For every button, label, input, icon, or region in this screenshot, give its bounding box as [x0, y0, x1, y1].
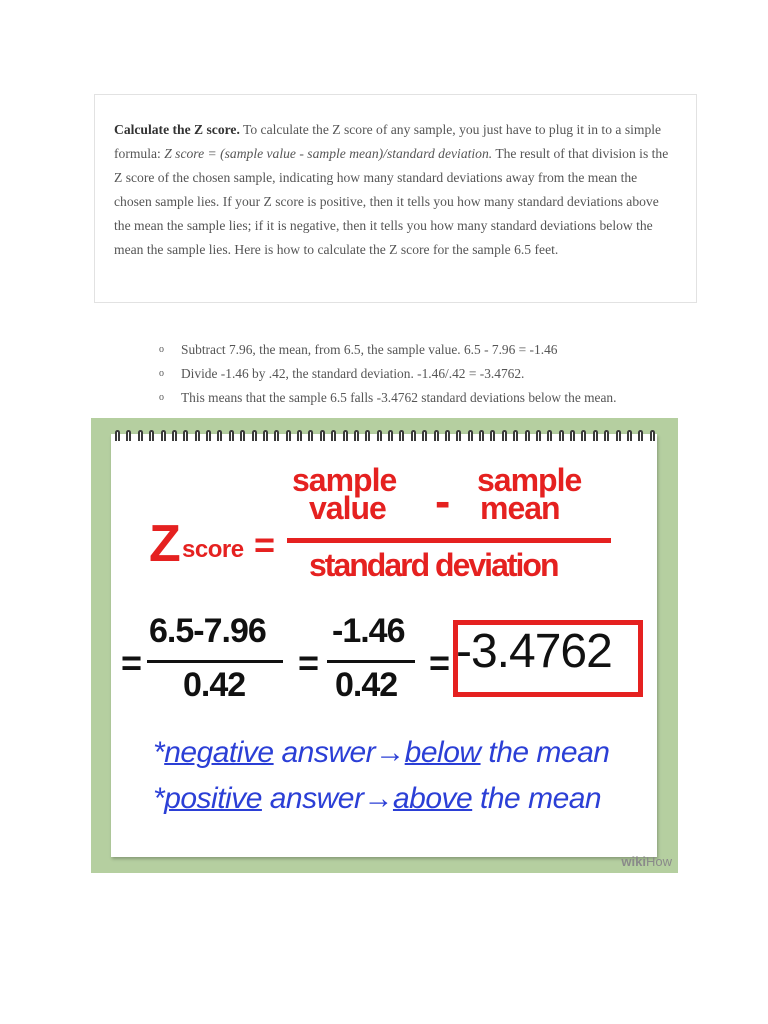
zscore-illustration	[91, 418, 678, 873]
calc2-fraction-bar	[327, 660, 415, 663]
spiral-ring-icon	[297, 430, 302, 441]
calc1-fraction-bar	[147, 660, 283, 663]
list-item-text: Subtract 7.96, the mean, from 6.5, the sample value. 6.5 - 7.96 = -1.46	[181, 342, 558, 357]
calc2-numerator: -1.46	[332, 612, 405, 650]
note-star: *	[153, 736, 165, 769]
spiral-ring-icon	[183, 430, 188, 441]
spiral-ring-icon	[490, 430, 495, 441]
calc1-denominator: 0.42	[183, 666, 246, 704]
note-text-end: the mean	[480, 736, 610, 769]
spiral-ring-icon	[365, 430, 370, 441]
z-subscript: score	[182, 536, 244, 563]
note-negative	[153, 736, 609, 770]
spiral-ring-icon	[411, 430, 416, 441]
spiral-ring-icon	[650, 430, 655, 441]
arrow-right-icon: →	[363, 782, 393, 815]
numerator-sample-mean-line1: sample	[477, 462, 582, 498]
spiral-ring-icon	[217, 430, 222, 441]
calc-equals-2: =	[298, 642, 319, 683]
watermark-rest: How	[645, 854, 672, 869]
spiral-ring-icon	[172, 430, 177, 441]
bullet-marker: o	[159, 392, 164, 403]
spiral-ring-icon	[252, 430, 257, 441]
numerator-minus: -	[435, 475, 450, 527]
spiral-ring-icon	[502, 430, 507, 441]
arrow-right-icon: →	[375, 736, 405, 769]
spiral-ring-icon	[445, 430, 450, 441]
calc1-numerator: 6.5-7.96	[149, 612, 266, 650]
note-text-end: the mean	[472, 782, 602, 815]
note-star: *	[153, 782, 165, 815]
numerator-sample-value-line2: value	[309, 490, 386, 526]
step-formula: Z score = (sample value - sample mean)/standard deviation.	[164, 146, 493, 161]
calculation-steps-list	[159, 338, 616, 410]
calc-equals-3: =	[429, 642, 450, 683]
z-letter: Z	[149, 515, 180, 573]
spiral-binding	[115, 430, 655, 444]
formula-equals: =	[254, 524, 275, 565]
spiral-ring-icon	[377, 430, 382, 441]
spiral-ring-icon	[525, 430, 530, 441]
spiral-ring-icon	[161, 430, 166, 441]
result-value: -3.4762	[456, 625, 612, 678]
spiral-ring-icon	[138, 430, 143, 441]
spiral-ring-icon	[126, 430, 131, 441]
spiral-ring-icon	[570, 430, 575, 441]
list-item	[159, 386, 616, 410]
bullet-marker: o	[159, 368, 164, 379]
spiral-ring-icon	[479, 430, 484, 441]
spiral-ring-icon	[195, 430, 200, 441]
spiral-ring-icon	[616, 430, 621, 441]
spiral-ring-icon	[229, 430, 234, 441]
wikihow-watermark	[621, 854, 672, 869]
spiral-ring-icon	[513, 430, 518, 441]
calc-equals-1: =	[121, 642, 142, 683]
numerator-sample-value-line1: sample	[292, 462, 397, 498]
note-text: answer	[261, 782, 364, 815]
list-item	[159, 338, 616, 362]
spiral-ring-icon	[343, 430, 348, 441]
watermark-bold: wiki	[621, 854, 646, 869]
note-positive-word: positive	[164, 782, 262, 815]
spiral-ring-icon	[308, 430, 313, 441]
spiral-ring-icon	[240, 430, 245, 441]
spiral-ring-icon	[263, 430, 268, 441]
step-text-intro: To calculate the Z score of any sample, you just have to plug it in to a simple formula:	[114, 122, 662, 161]
list-item	[159, 362, 616, 386]
list-item-text: Divide -1.46 by .42, the standard deviation. -1.46/.42 = -3.4762.	[181, 366, 525, 381]
spiral-ring-icon	[547, 430, 552, 441]
denominator-standard-deviation: standard deviation	[309, 547, 558, 583]
spiral-ring-icon	[536, 430, 541, 441]
note-negative-word: negative	[164, 736, 274, 769]
note-below-word: below	[404, 736, 481, 769]
calc2-denominator: 0.42	[335, 666, 398, 704]
step-lead: Calculate the Z score.	[114, 122, 240, 137]
bullet-marker: o	[159, 344, 164, 355]
spiral-ring-icon	[581, 430, 586, 441]
spiral-ring-icon	[456, 430, 461, 441]
spiral-ring-icon	[354, 430, 359, 441]
numerator-sample-mean-line2: mean	[480, 490, 560, 526]
fraction-bar	[287, 538, 611, 543]
spiral-ring-icon	[593, 430, 598, 441]
spiral-ring-icon	[206, 430, 211, 441]
spiral-ring-icon	[627, 430, 632, 441]
spiral-ring-icon	[149, 430, 154, 441]
spiral-ring-icon	[331, 430, 336, 441]
spiral-ring-icon	[468, 430, 473, 441]
step-text-box	[94, 94, 697, 303]
spiral-ring-icon	[422, 430, 427, 441]
notepad-paper	[111, 434, 657, 857]
spiral-ring-icon	[604, 430, 609, 441]
spiral-ring-icon	[559, 430, 564, 441]
spiral-ring-icon	[638, 430, 643, 441]
spiral-ring-icon	[388, 430, 393, 441]
spiral-ring-icon	[320, 430, 325, 441]
spiral-ring-icon	[286, 430, 291, 441]
spiral-ring-icon	[399, 430, 404, 441]
note-above-word: above	[392, 782, 473, 815]
list-item-text: This means that the sample 6.5 falls -3.4762 standard deviations below the mean.	[181, 390, 617, 405]
step-text-rest: The result of that division is the Z score of the chosen sample, indicating how many standard deviations away from the mean the chosen sample lies. If your Z score is positive, then it tells you how many standard deviations above the mean the sample lies; if it is negative, then it tells you how many standard deviations below the mean the sample lies. Here is how to calculate the Z score for the sample 6.5 feet.	[114, 146, 669, 257]
spiral-ring-icon	[434, 430, 439, 441]
spiral-ring-icon	[274, 430, 279, 441]
spiral-ring-icon	[115, 430, 120, 441]
note-positive	[153, 782, 601, 816]
note-text: answer	[273, 736, 376, 769]
